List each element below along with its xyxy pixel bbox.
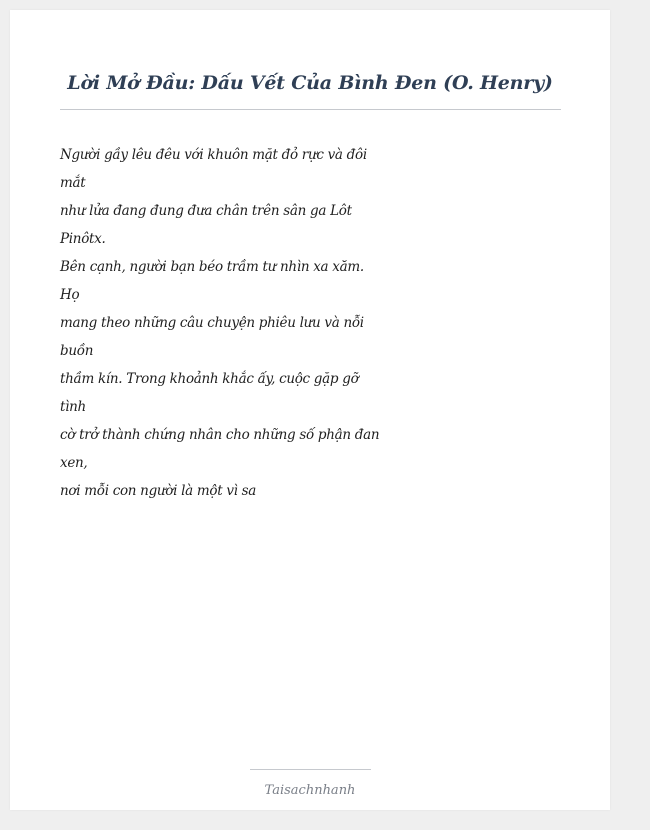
body-line: Pinôtx. [60, 231, 106, 247]
body-line: Họ [60, 287, 80, 303]
body-line: nơi mỗi con người là một vì sa [60, 483, 257, 499]
body-line: buồn [60, 343, 94, 359]
footer-brand: Taisachnhanh [264, 783, 356, 798]
body-line: thầm kín. Trong khoảnh khắc ấy, cuộc gặp gỡ [60, 371, 359, 387]
document-page [10, 10, 610, 810]
footer-divider [250, 769, 371, 770]
body-line: như lửa đang đung đưa chân trên sân ga Lôt [60, 203, 352, 219]
body-text [60, 141, 380, 505]
body-line: cờ trở thành chứng nhân cho những số phận đan [60, 427, 380, 443]
body-line: mắt [60, 175, 86, 191]
body-line: tình [60, 399, 86, 415]
body-line: Người gầy lêu đêu với khuôn mặt đỏ rực và đôi [60, 147, 367, 163]
body-line: xen, [60, 455, 88, 471]
page-title: Lời Mở Đầu: Dấu Vết Của Bình Đen (O. Henry) [67, 72, 553, 94]
body-line: mang theo những câu chuyện phiêu lưu và nỗi [60, 315, 364, 331]
body-line: Bên cạnh, người bạn béo trầm tư nhìn xa xăm. [60, 259, 364, 275]
title-divider [60, 109, 561, 110]
